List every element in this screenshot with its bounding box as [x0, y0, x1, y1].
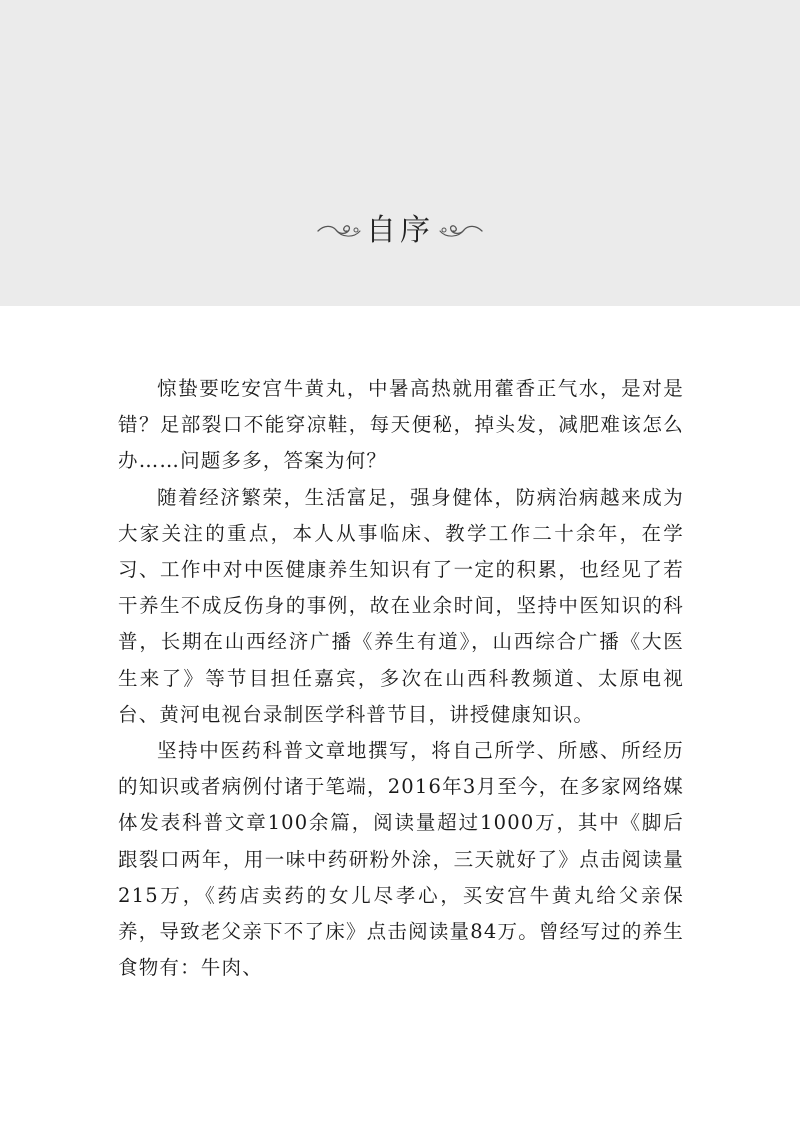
paragraph: 随着经济繁荣，生活富足，强身健体，防病治病越来成为大家关注的重点，本人从事临床、教学工作二十余年，在学习、工作中对中医健康养生知识有了一定的积累，也经见了若干养生不成反伤身的事例，故在业余时间，坚持中医知识的科普，长期在山西经济广播《养生有道》，山西综合广播《大医生来了》等节目担任嘉宾，多次在山西科教频道、太原电视台、黄河电视台录制医学科普节目，讲授健康知识。 [118, 485, 684, 726]
chapter-header-band [0, 0, 800, 306]
paragraph: 坚持中医药科普文章地撰写，将自己所学、所感、所经历的知识或者病例付诸于笔端，2016年3月至今，在多家网络媒体发表科普文章100余篇，阅读量超过1000万，其中《脚后跟裂口两年，用一味中药研粉外涂，三天就好了》点击阅读量215万，《药店卖药的女儿尽孝心，买安宫牛黄丸给父亲保养，导致老父亲下不了床》点击阅读量84万。曾经写过的养生食物有：牛肉、 [118, 739, 684, 980]
chapter-title: 自序 [366, 213, 434, 248]
swirl-ornament-icon [438, 221, 484, 241]
preface-body [118, 371, 684, 986]
chapter-title-row [0, 206, 800, 256]
paragraph: 惊蛰要吃安宫牛黄丸，中暑高热就用藿香正气水，是对是错？足部裂口不能穿凉鞋，每天便秘，掉头发，减肥难该怎么办……问题多多，答案为何？ [118, 377, 684, 473]
swirl-ornament-icon [316, 221, 362, 241]
